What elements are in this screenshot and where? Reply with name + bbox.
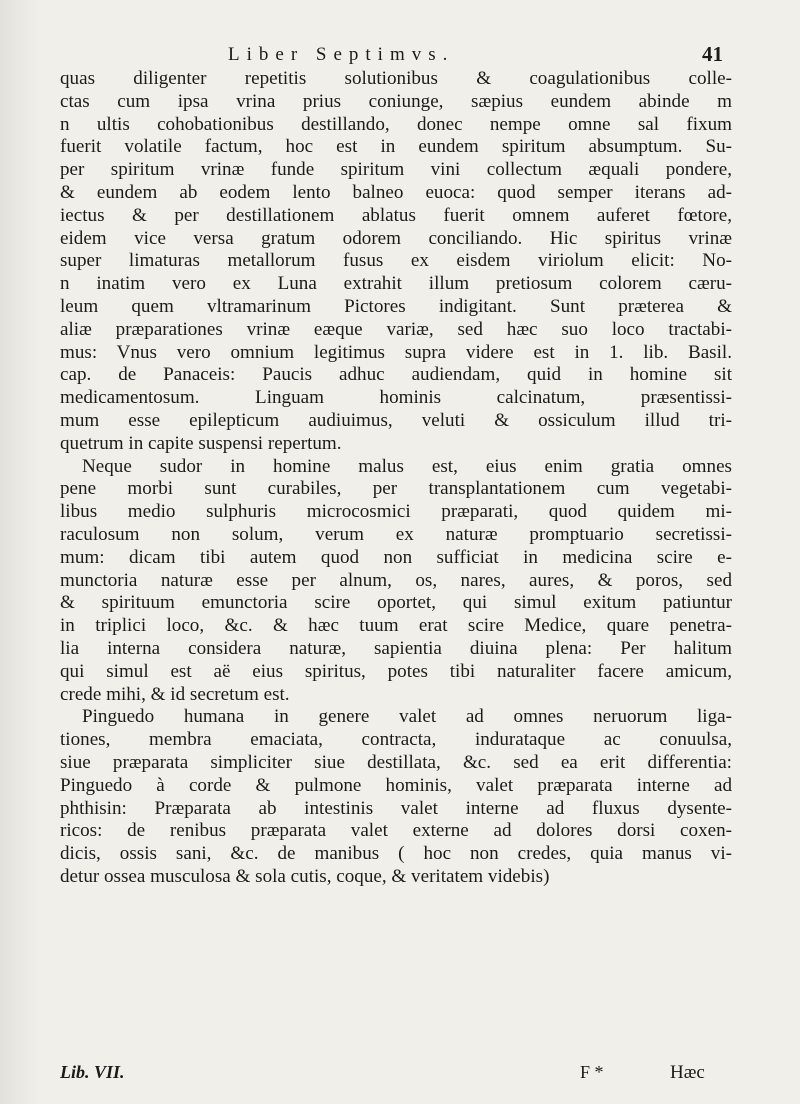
text-line: quas diligenter repetitis solutionibus & coagulationibus colle- <box>60 68 732 89</box>
text-line: & eundem ab eodem lento balneo euoca: quod semper iterans ad- <box>60 181 732 203</box>
text-line: lia interna considera naturæ, sapientia diuina plena: Per halitum <box>60 637 732 659</box>
text-line: crede mihi, & id secretum est. <box>60 683 290 705</box>
text-line: leum quem vltramarinum Pictores indigitant. Sunt præterea & <box>60 295 732 317</box>
text-line: libus medio sulphuris microcosmici præparati, quod quidem mi- <box>60 501 732 523</box>
text-line: in triplici loco, &c. & hæc tuum erat scire Medice, quare penetra- <box>60 615 732 637</box>
text-line: siue præparata simpliciter siue destillata, &c. sed ea erit differentia: <box>60 751 732 773</box>
gathering-mark: F * <box>580 1062 604 1082</box>
text-line: ctas cum ipsa vrina prius coniunge, sæpius eundem abinde m <box>60 90 732 112</box>
text-line: iectus & per destillationem ablatus fuerit omnem auferet fœtore, <box>60 204 732 226</box>
running-title: Liber Septimvs. <box>228 44 455 65</box>
text-line: tiones, membra emaciata, contracta, indurataque ac conuulsa, <box>60 729 732 751</box>
text-line: dicis, ossis sani, &c. de manibus ( hoc non credes, quia manus vi- <box>60 843 732 865</box>
text-line: eidem vice versa gratum odorem conciliando. Hic spiritus vrinæ <box>60 227 732 249</box>
text-line: quetrum in capite suspensi repertum. <box>60 432 342 454</box>
page-footer <box>60 1062 732 1086</box>
text-line: munctoria naturæ esse per alnum, os, nares, aures, & poros, sed <box>60 569 732 591</box>
text-line: per spiritum vrinæ funde spiritum vini collectum æquali pondere, <box>60 159 732 181</box>
text-line: ricos: de renibus præparata valet externe ad dolores dorsi coxen- <box>60 820 732 842</box>
text-line: Pinguedo humana in genere valet ad omnes neruorum liga- <box>82 706 732 728</box>
text-line: & spirituum emunctoria scire oportet, qui simul exitum patiuntur <box>60 592 732 614</box>
page-gutter-shadow <box>0 0 40 1104</box>
text-line: medicamentosum. Linguam hominis calcinatum, præsentissi- <box>60 387 732 409</box>
text-line: mum: dicam tibi autem quod non sufficiat in medicina scire e- <box>60 546 732 568</box>
page-number: 41 <box>702 42 723 66</box>
text-line: mus: Vnus vero omnium legitimus supra videre est in 1. lib. Basil. <box>60 341 732 363</box>
text-line: fuerit volatile factum, hoc est in eundem spiritum absumptum. Su- <box>60 136 732 158</box>
text-line: pene morbi sunt curabiles, per transplantationem cum vegetabi- <box>60 478 732 500</box>
catchword: Hæc <box>670 1062 705 1083</box>
text-line: aliæ præparationes vrinæ eæque variæ, sed hæc suo loco tractabi- <box>60 318 732 340</box>
text-line: Pinguedo à corde & pulmone hominis, valet præparata interne ad <box>60 774 732 796</box>
text-line: cap. de Panaceis: Paucis adhuc audiendam, quid in homine sit <box>60 364 732 386</box>
book-signature: Lib. VII. <box>60 1062 125 1082</box>
text-line: n ultis cohobationibus destillando, donec nempe omne sal fixum <box>60 113 732 135</box>
text-line: Neque sudor in homine malus est, eius enim gratia omnes <box>82 455 732 477</box>
text-line: n inatim vero ex Luna extrahit illum pretiosum colorem cæru- <box>60 273 732 295</box>
text-line: super limaturas metallorum fusus ex eisdem viriolum elicit: No- <box>60 250 732 272</box>
text-line: qui simul est aë eius spiritus, potes tibi naturaliter facere amicum, <box>60 660 732 682</box>
text-line: mum esse epilepticum audiuimus, veluti & ossiculum illud tri- <box>60 409 732 431</box>
body-text <box>60 68 732 889</box>
text-line: detur ossea musculosa & sola cutis, coque, & veritatem videbis) <box>60 865 550 887</box>
text-line: phthisin: Præparata ab intestinis valet interne ad fluxus dysente- <box>60 797 732 819</box>
text-line: raculosum non solum, verum ex naturæ promptuario secretissi- <box>60 523 732 545</box>
